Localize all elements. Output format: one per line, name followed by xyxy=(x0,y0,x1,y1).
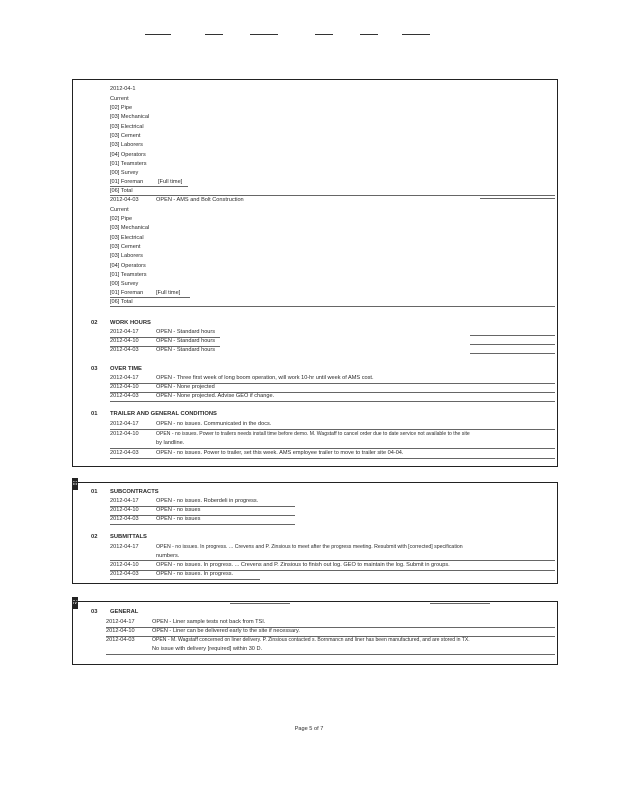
row-date: 2012-04-10 xyxy=(110,562,139,568)
row-date: 2012-04-17 xyxy=(110,329,139,335)
row-date: 2012-04-03 xyxy=(110,450,139,456)
section-box-contracts xyxy=(72,482,558,584)
list-item: [01] Foreman xyxy=(110,290,144,296)
row-date: 2012-04-10 xyxy=(110,384,139,390)
rule xyxy=(110,297,190,298)
section-title: SUBCONTRACTS xyxy=(110,489,159,495)
row-text: OPEN - Liner can be delivered early to the site if necessary. xyxy=(152,628,300,634)
row-date: 2012-04-10 xyxy=(106,628,135,634)
list-item: [00] Survey xyxy=(110,170,139,176)
header-rule xyxy=(250,34,278,35)
rule xyxy=(110,429,555,430)
rule xyxy=(470,335,555,336)
row-text: OPEN - Standard hours xyxy=(156,338,216,344)
forecast-label: Current xyxy=(110,96,129,102)
row-text: OPEN - no issues xyxy=(156,516,201,522)
section-number: 03 xyxy=(91,609,98,615)
row-date: 2012-04-03 xyxy=(106,637,135,643)
list-item: [00] Survey xyxy=(110,281,139,287)
list-item: [04] Operators xyxy=(110,263,146,269)
page-number: Page 5 of 7 xyxy=(294,726,324,732)
rule xyxy=(110,560,555,561)
row-date: 2012-04-17 xyxy=(110,544,139,550)
list-item: [02] Pipe xyxy=(110,216,133,222)
list-item: [03] Cement xyxy=(110,244,141,250)
row-text: OPEN - no issues xyxy=(156,507,201,513)
rule xyxy=(470,344,555,345)
rule xyxy=(110,306,555,307)
row-text: OPEN - None projected. Advise GEO if change. xyxy=(156,393,275,399)
rule xyxy=(106,654,555,655)
rule xyxy=(110,458,555,459)
row-text: OPEN - no issues. Power to trailer, set this week. AMS employee trailer to move to trailer site 04-04. xyxy=(156,450,404,456)
list-item: [03] Cement xyxy=(110,133,141,139)
header-rule xyxy=(145,34,171,35)
section-title: GENERAL xyxy=(110,609,139,615)
row-text: OPEN - no issues. Power to trailers needs install time before demo. M. Wagstaff to cancel order due to date service not available to the site xyxy=(156,431,470,437)
foreman-note: [Full time] xyxy=(156,290,181,296)
list-item: [06] Total xyxy=(110,299,133,305)
section-tab: III xyxy=(72,478,78,490)
rule xyxy=(110,524,295,525)
row-text: No issue with delivery [required] within 30 D. xyxy=(152,646,263,652)
forecast-status: OPEN - AMS and Bolt Construction xyxy=(156,197,244,203)
section-title: SUBMITTALS xyxy=(110,534,147,540)
rule xyxy=(110,448,555,449)
row-date: 2012-04-17 xyxy=(106,619,135,625)
forecast-label: Current xyxy=(110,207,129,213)
row-date: 2012-04-03 xyxy=(110,393,139,399)
row-text: OPEN - no issues. In progress. xyxy=(156,571,234,577)
list-item: [01] Teamsters xyxy=(110,272,147,278)
list-item: [04] Operators xyxy=(110,152,146,158)
list-item: [03] Laborers xyxy=(110,253,143,259)
row-date: 2012-04-10 xyxy=(110,507,139,513)
row-text: OPEN - Liner sample tests not back from TSI. xyxy=(152,619,266,625)
row-date: 2012-04-17 xyxy=(110,421,139,427)
row-date: 2012-04-10 xyxy=(110,338,139,344)
row-text: OPEN - no issues. In progress. ... Crevens and P. Zinsious to finish out log. GEO to maintain the log. Submit in groups. xyxy=(156,562,450,568)
row-date: 2012-04-17 xyxy=(110,498,139,504)
list-item: [03] Mechanical xyxy=(110,114,150,120)
section-title: WORK HOURS xyxy=(110,320,151,326)
list-item: [03] Electrical xyxy=(110,235,144,241)
list-item: [02] Pipe xyxy=(110,105,133,111)
foreman-note: [Full time] xyxy=(158,179,183,185)
list-item: [03] Laborers xyxy=(110,142,143,148)
rule xyxy=(110,579,260,580)
row-text: OPEN - Three first week of long boom operation, will work 10-hr until week of AMS cost. xyxy=(156,375,374,381)
section-number: 02 xyxy=(91,534,98,540)
row-date: 2012-04-03 xyxy=(110,347,139,353)
list-item: [06] Total xyxy=(110,188,133,194)
list-item: [03] Mechanical xyxy=(110,225,150,231)
forecast-date: 2012-04-03 xyxy=(110,197,139,203)
row-text: OPEN - Standard hours xyxy=(156,347,216,353)
section-tab: IV xyxy=(72,597,78,609)
header-rule xyxy=(360,34,378,35)
row-text: OPEN - M. Wagstaff concerned on liner delivery. P. Zinsious contacted s. Bornmancn and liner has been manufactured, and are stored in TX. xyxy=(152,637,470,643)
row-text: OPEN - no issues. In progress. ... Crevens and P. Zinsious to meet after the progress meeting. Resubmit with [corrected] specification xyxy=(156,544,463,550)
list-item: [01] Teamsters xyxy=(110,161,147,167)
header-rule xyxy=(205,34,223,35)
row-date: 2012-04-10 xyxy=(110,431,139,437)
section-title: TRAILER AND GENERAL CONDITIONS xyxy=(110,411,217,417)
rule xyxy=(480,198,555,199)
header-rule xyxy=(402,34,430,35)
list-item: [03] Electrical xyxy=(110,124,144,130)
section-number: 01 xyxy=(91,489,98,495)
row-date: 2012-04-03 xyxy=(110,516,139,522)
rule xyxy=(470,353,555,354)
row-text: OPEN - Standard hours xyxy=(156,329,216,335)
section-number: 01 xyxy=(91,411,98,417)
row-text: OPEN - no issues. Communicated in the docs. xyxy=(156,421,272,427)
row-date: 2012-04-17 xyxy=(110,375,139,381)
rule xyxy=(110,401,555,402)
row-text: numbers. xyxy=(156,553,180,559)
section-number: 02 xyxy=(91,320,98,326)
row-text: by landline. xyxy=(156,440,185,446)
forecast-date: 2012-04-1 xyxy=(110,86,136,92)
header-rule xyxy=(315,34,333,35)
row-date: 2012-04-03 xyxy=(110,571,139,577)
row-text: OPEN - no issues. Roberdeli in progress. xyxy=(156,498,259,504)
section-number: 03 xyxy=(91,366,98,372)
rule xyxy=(110,186,188,187)
list-item: [01] Foreman xyxy=(110,179,144,185)
section-box-general xyxy=(72,601,558,665)
rule xyxy=(110,195,555,196)
row-text: OPEN - None projected xyxy=(156,384,215,390)
section-title: OVER TIME xyxy=(110,366,142,372)
